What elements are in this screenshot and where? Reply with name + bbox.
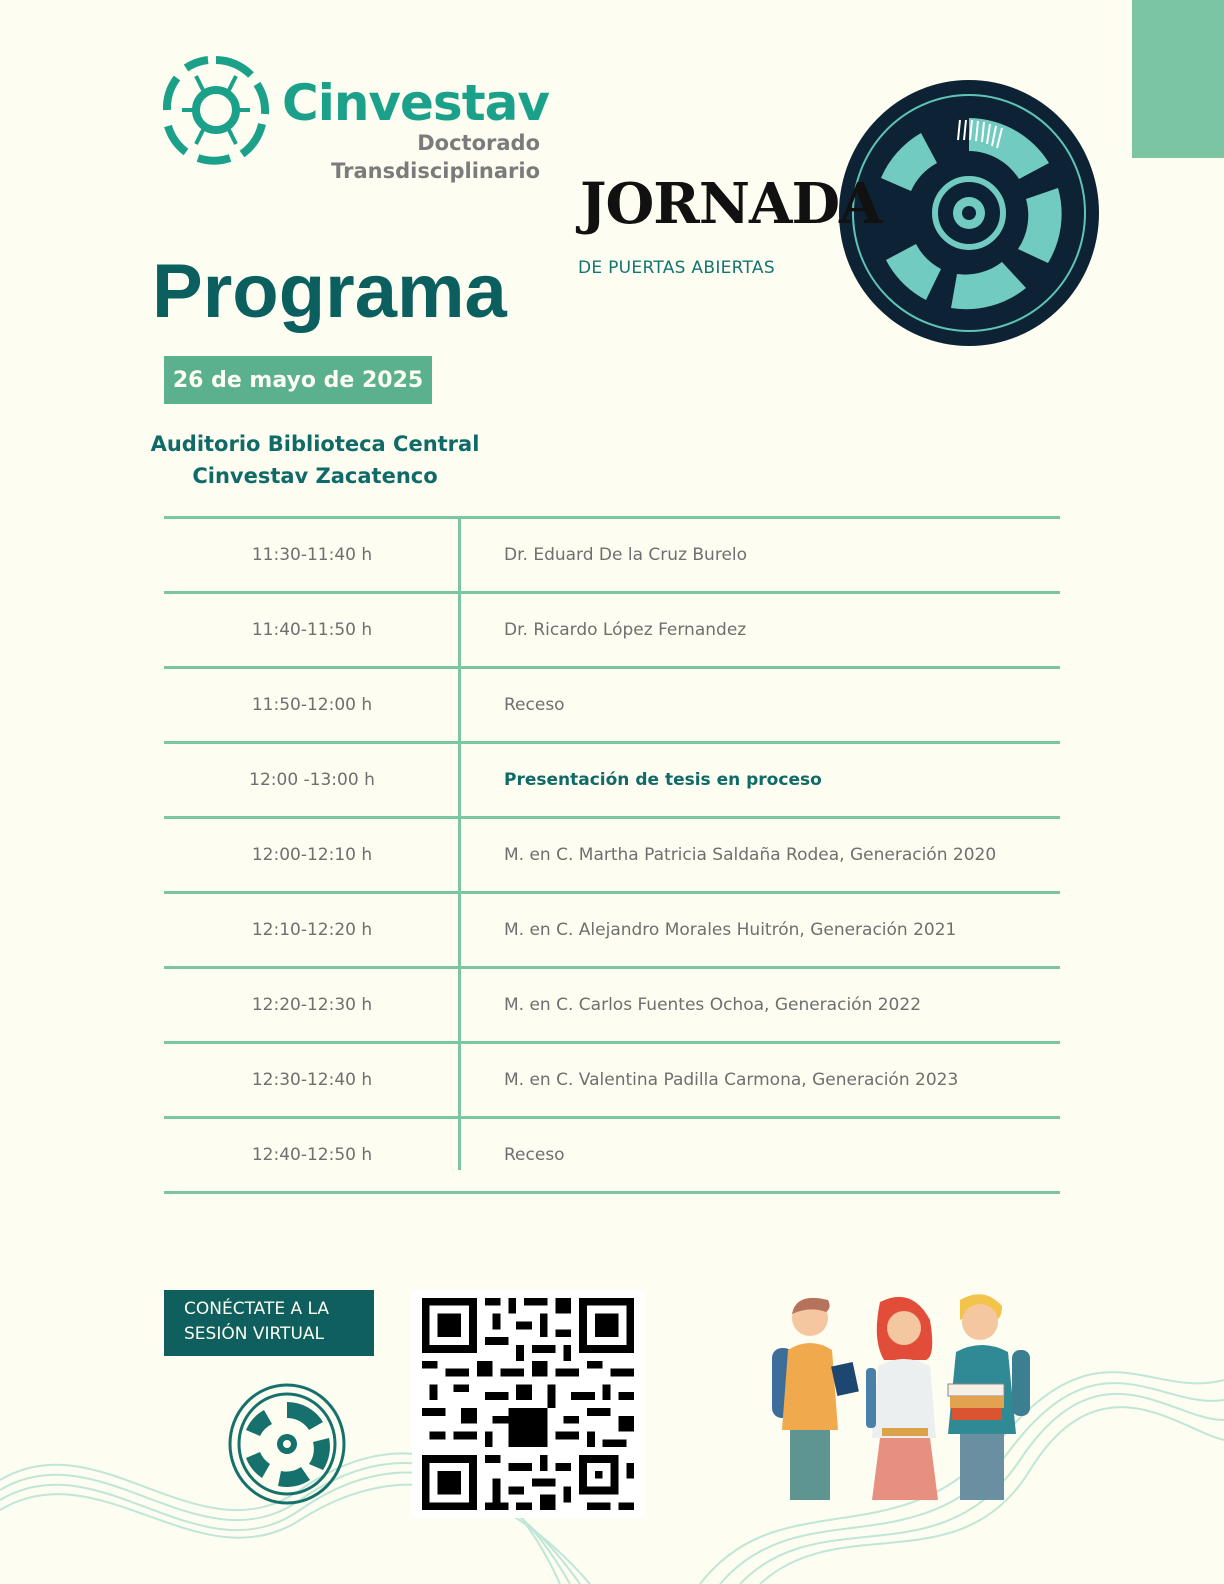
table-row xyxy=(164,591,1060,666)
description-cell: M. en C. Martha Patricia Saldaña Rodea, Generación 2020 xyxy=(504,845,997,865)
table-row xyxy=(164,966,1060,1041)
brand-name: Cinvestav xyxy=(282,74,549,132)
virtual-session-link[interactable] xyxy=(164,1290,374,1356)
time-cell: 12:20-12:30 h xyxy=(251,995,373,1015)
connect-line1: CONÉCTATE A LA xyxy=(184,1299,330,1319)
qr-code-icon[interactable] xyxy=(412,1290,644,1518)
jornada-subtitle: DE PUERTAS ABIERTAS xyxy=(578,258,775,278)
brand-subtitle-line2: Transdisciplinario xyxy=(331,159,540,183)
table-divider xyxy=(458,516,461,1170)
time-cell: 11:30-11:40 h xyxy=(251,545,373,565)
time-cell: 11:50-12:00 h xyxy=(251,695,373,715)
time-cell: 12:00 -13:00 h xyxy=(249,770,375,790)
connect-line2: SESIÓN VIRTUAL xyxy=(184,1324,324,1344)
description-cell-highlight: Presentación de tesis en proceso xyxy=(504,770,822,790)
jornada-word: JORNADA xyxy=(580,171,882,237)
time-cell: 12:10-12:20 h xyxy=(251,920,373,940)
cinvestav-logo-icon xyxy=(160,54,272,166)
table-row xyxy=(164,1116,1060,1194)
venue-line1: Auditorio Biblioteca Central xyxy=(150,432,480,456)
table-row xyxy=(164,741,1060,816)
corner-accent-block xyxy=(1132,0,1224,158)
event-date-badge: 26 de mayo de 2025 xyxy=(164,356,432,404)
description-cell: Receso xyxy=(504,1145,565,1165)
time-cell: 12:30-12:40 h xyxy=(251,1070,373,1090)
venue-block xyxy=(150,428,480,492)
schedule-table xyxy=(164,516,1060,1194)
description-cell: Receso xyxy=(504,695,565,715)
small-emblem-icon xyxy=(226,1382,348,1506)
brand-subtitle-line1: Doctorado xyxy=(417,131,540,155)
description-cell: M. en C. Carlos Fuentes Ochoa, Generación 2022 xyxy=(504,995,922,1015)
table-row xyxy=(164,666,1060,741)
time-cell: 12:40-12:50 h xyxy=(251,1145,373,1165)
page-title: Programa xyxy=(152,249,507,334)
description-cell: Dr. Eduard De la Cruz Burelo xyxy=(504,545,748,565)
table-row xyxy=(164,516,1060,591)
table-row xyxy=(164,816,1060,891)
students-illustration-icon xyxy=(768,1288,1052,1500)
venue-line2: Cinvestav Zacatenco xyxy=(192,464,438,488)
description-cell: Dr. Ricardo López Fernandez xyxy=(504,620,747,640)
table-row xyxy=(164,1041,1060,1116)
time-cell: 12:00-12:10 h xyxy=(251,845,373,865)
time-cell: 11:40-11:50 h xyxy=(251,620,373,640)
table-row xyxy=(164,891,1060,966)
description-cell: M. en C. Valentina Padilla Carmona, Generación 2023 xyxy=(504,1070,959,1090)
description-cell: M. en C. Alejandro Morales Huitrón, Generación 2021 xyxy=(504,920,957,940)
